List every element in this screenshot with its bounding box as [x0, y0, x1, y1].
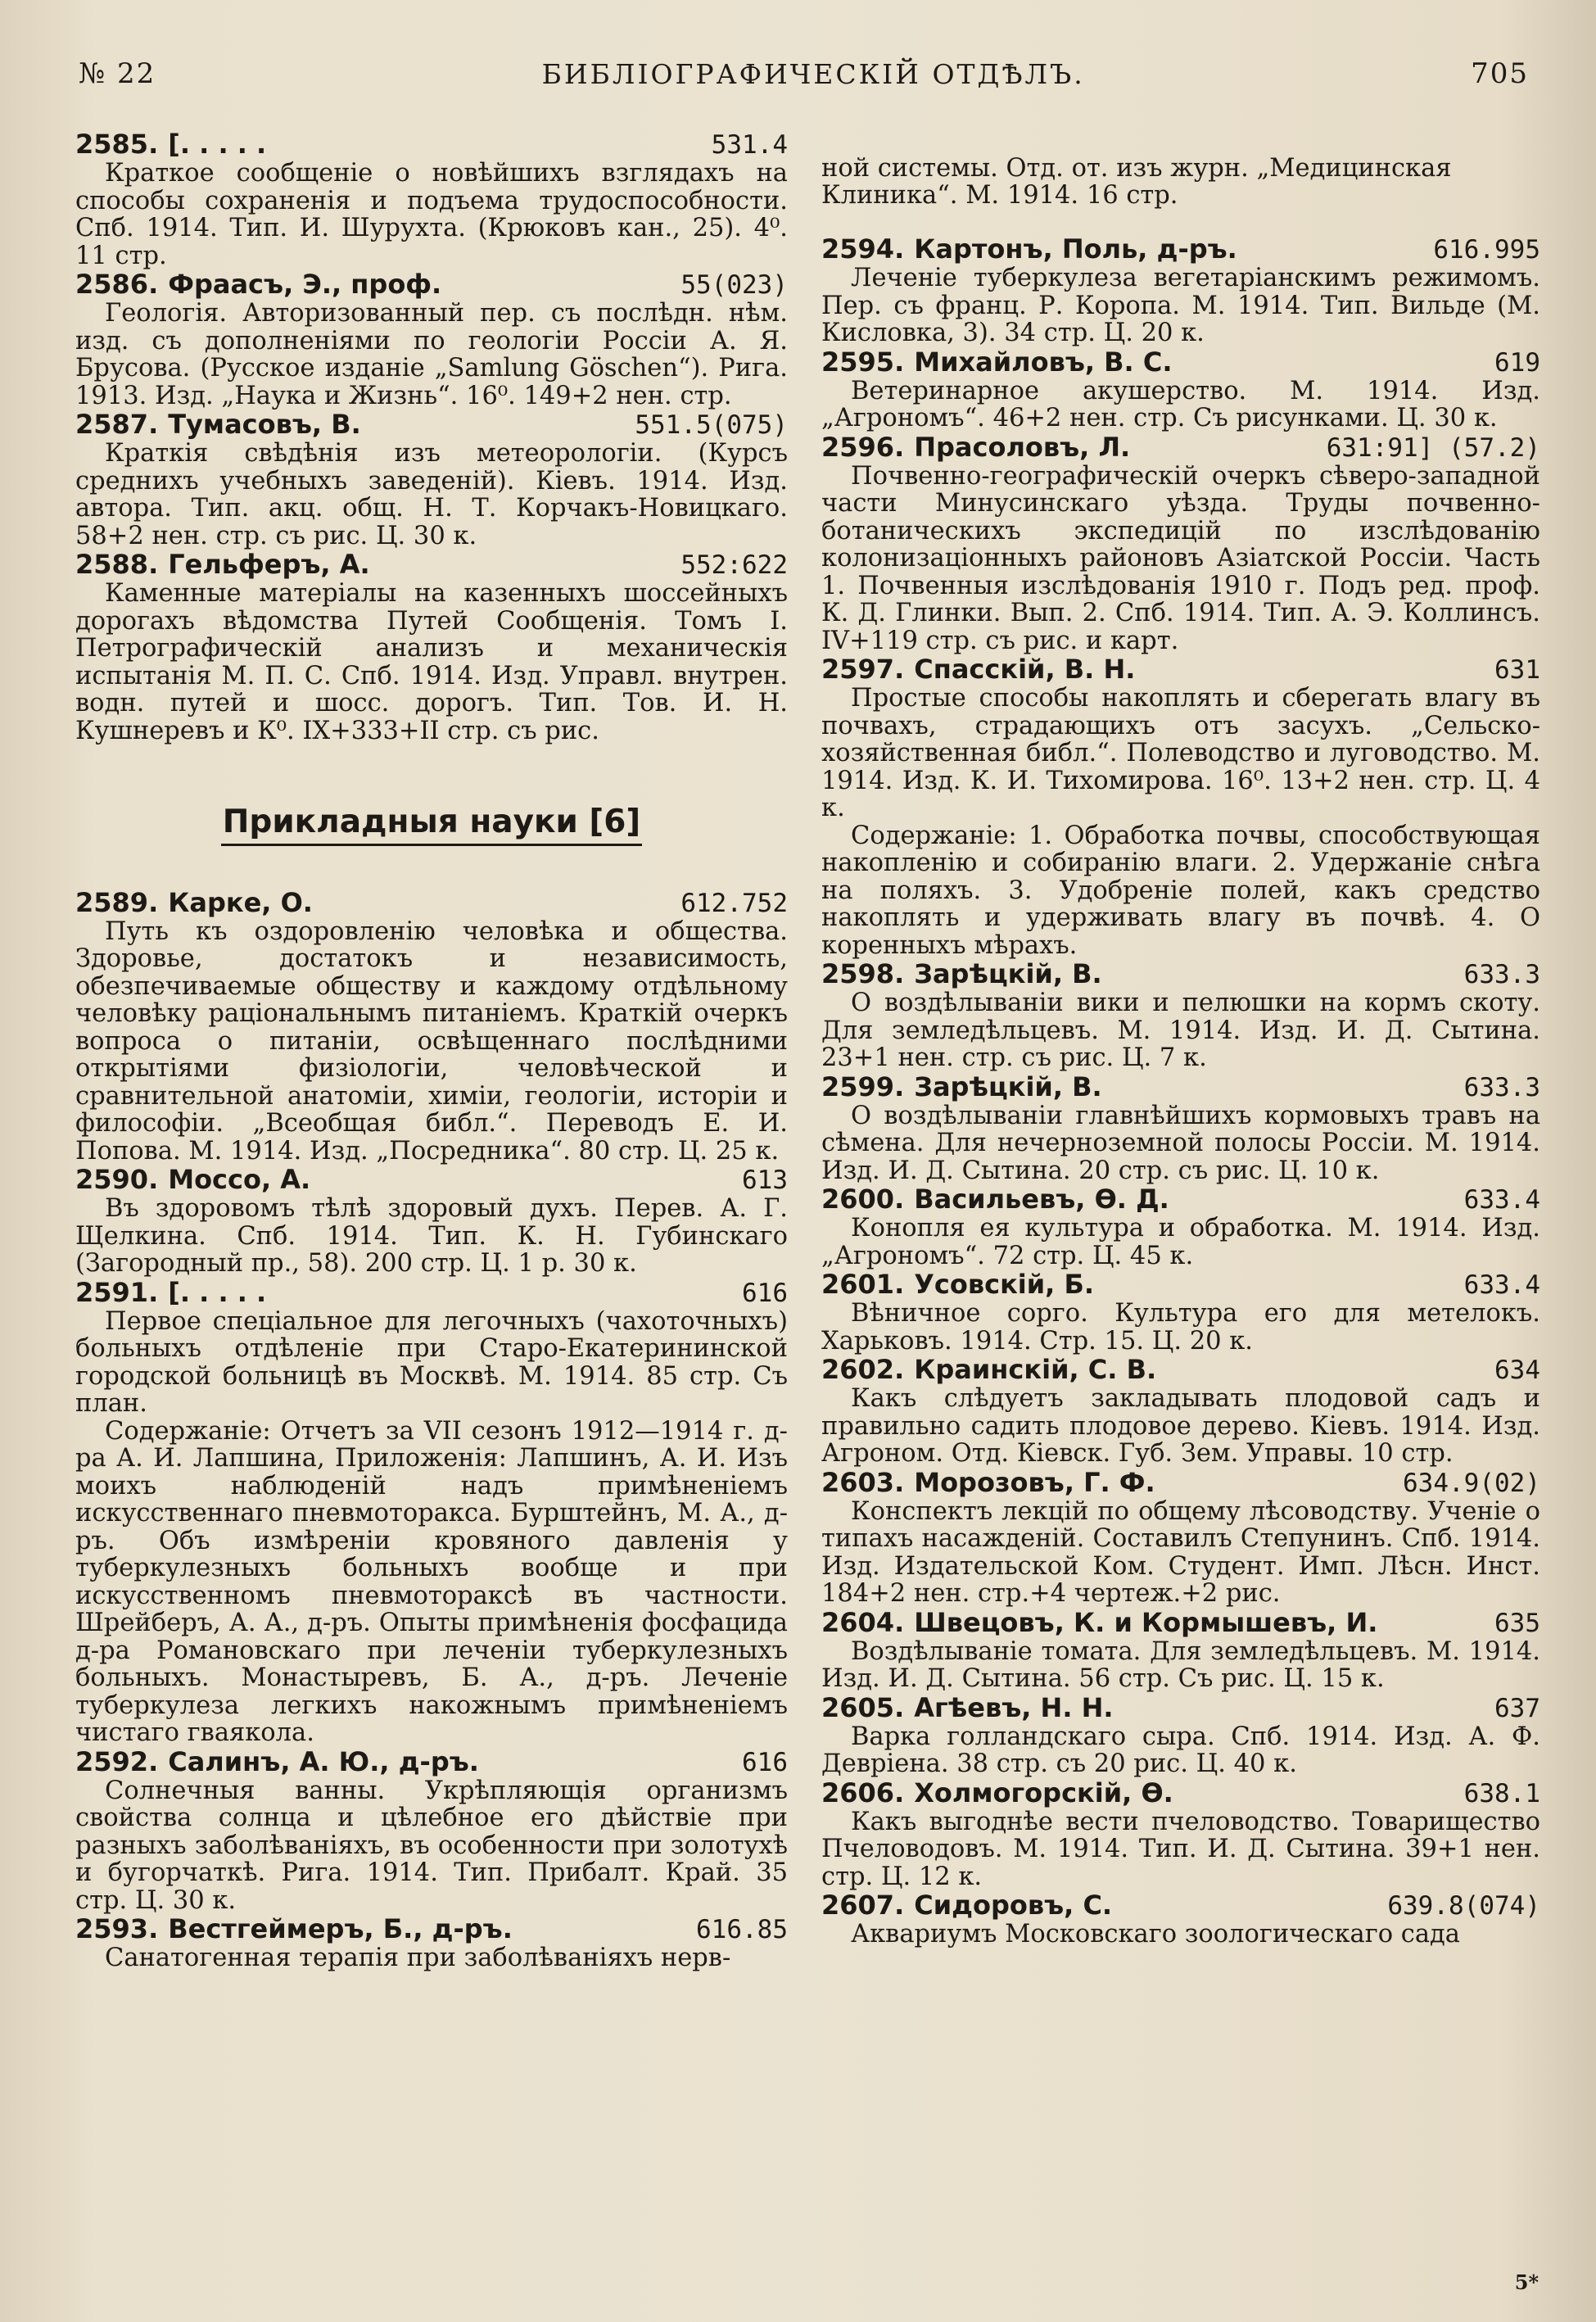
entry-description: Какъ слѣдуетъ закладывать плодовой садъ и правильно садить плодовое дерево. Кіевъ. 1914. Изд. Агроном. Отд. Кіевск. Губ. Зем. Управы. 10 стр. [821, 1384, 1540, 1468]
entry-description: Санатогенная терапія при заболѣваніяхъ нерв- [105, 1944, 731, 1972]
classification-code: 551.5(075) [635, 410, 788, 440]
bibliography-entry [821, 1355, 1540, 1468]
entry-number: 2592. [75, 1745, 159, 1777]
entry-author: Усовскій, Б. [914, 1269, 1095, 1300]
entry-heading-left [821, 432, 1130, 462]
entry-heading [821, 1072, 1540, 1102]
classification-code: 552:622 [680, 550, 788, 580]
classification-code: 613 [742, 1166, 788, 1195]
entry-contents: Содержаніе: 1. Обработка почвы, способствующая накопленію и собиранію влаги. 2. Удержаніе снѣга на поляхъ. 3. Удобреніе полей, какъ средство накоплять и удерживать влагу въ почвѣ. 4. О коренныхъ мѣрахъ. [821, 821, 1540, 960]
entry-heading [75, 410, 788, 440]
entry-heading [821, 1468, 1540, 1498]
entry-description: Вѣничное сорго. Культура его для метелокъ. Харьковъ. 1914. Стр. 15. Ц. 20 к. [821, 1299, 1540, 1356]
bibliography-entry [821, 1270, 1540, 1355]
entry-number: 2603. [821, 1466, 905, 1498]
entry-number: 2598. [821, 958, 905, 989]
entry-heading-left [75, 550, 370, 579]
classification-code: 633.3 [1463, 1072, 1540, 1102]
entry-heading-left [75, 1278, 266, 1307]
entry-description: О воздѣлываніи главнѣйшихъ кормовыхъ травъ на сѣмена. Для нечерноземной полосы Россіи. М. 1914. Изд. И. Д. Сытина. 20 стр. съ рис. Ц. 10 к. [821, 1101, 1540, 1185]
entry-heading [821, 1184, 1540, 1215]
entry-heading-left [821, 654, 1135, 684]
entry-author: Картонъ, Поль, д-ръ. [914, 233, 1237, 265]
bibliography-entry [821, 347, 1540, 432]
signature-mark: 5* [1514, 2270, 1539, 2294]
classification-code: 616.995 [1433, 235, 1540, 265]
bibliography-entry [821, 1693, 1540, 1778]
classification-code: 612.752 [680, 888, 788, 918]
entry-heading [75, 269, 788, 300]
entry-heading [821, 1270, 1540, 1300]
entry-heading [821, 1693, 1540, 1723]
entry-author: Спасскій, В. Н. [914, 654, 1136, 685]
entry-author: Вестгеймеръ, Б., д-ръ. [168, 1913, 513, 1944]
bibliography-entry [821, 1072, 1540, 1185]
classification-code: 634 [1494, 1356, 1540, 1385]
entry-number: 2601. [821, 1269, 905, 1300]
classification-code: 633.3 [1463, 960, 1540, 989]
entry-heading [821, 1778, 1540, 1808]
entry-heading-left [821, 1608, 1377, 1637]
entry-heading-left [75, 1914, 513, 1944]
bibliography-entry [75, 1165, 788, 1278]
entry-heading-left [75, 1747, 479, 1777]
entry-number: 2594. [821, 233, 905, 265]
entry-heading [75, 129, 788, 160]
bibliography-entry [75, 410, 788, 550]
bibliography-entry [821, 234, 1540, 347]
entry-description: Простые способы накоплять и сберегать влагу въ почвахъ, страдающихъ отъ засухъ. „Сельско-хозяйственная библ.“. Полеводство и луговодство. М. 1914. Изд. К. И. Тихомирова. 16⁰. 13+2 нен. стр. Ц. 4 к. [821, 684, 1540, 822]
entry-author: Краинскій, С. В. [914, 1354, 1157, 1385]
entry-description: Варка голландскаго сыра. Спб. 1914. Изд. А. Ф. Девріена. 38 стр. съ 20 рис. Ц. 40 к. [821, 1722, 1540, 1778]
entry-author: Карке, О. [168, 886, 313, 918]
entry-heading-left [821, 1778, 1173, 1808]
page-title: БИБЛІОГРАФИЧЕСКІЙ ОТДѢЛЪ. [541, 57, 1085, 90]
classification-code: 619 [1494, 347, 1540, 378]
classification-code: 531.4 [711, 130, 788, 160]
entry-heading [75, 888, 788, 918]
entry-number: 2599. [821, 1070, 905, 1102]
bibliography-entry [821, 1184, 1540, 1270]
entry-heading [75, 1747, 788, 1777]
entry-description: Путь къ оздоровленію человѣка и общества. Здоровье, достатокъ и независимость, обезпечиваемые обществу и каждому отдѣльному человѣку раціональнымъ питаніемъ. Краткій очеркъ вопроса о питаніи, освѣщеннаго послѣдними открытіями физіологіи, человѣческой и сравнительной анатоміи, химіи, геологіи, исторіи и философіи. „Всеобщая библ.“. Переводъ Е. И. Попова. М. 1914. Изд. „Посредника“. 80 стр. Ц. 25 к. [75, 917, 788, 1166]
classification-code: 633.4 [1463, 1270, 1540, 1300]
entry-description: Почвенно-географическій очеркъ сѣверо-западной части Минусинскаго уѣзда. Труды почвенно-ботаническихъ экспедицій по изслѣдованію колонизаціонныхъ районовъ Азіатской Россіи. Часть 1. Почвенныя изслѣдованія 1910 г. Подъ ред. проф. К. Д. Глинки. Вып. 2. Спб. 1914. Тип. А. Э. Коллинсъ. IV+119 стр. съ рис. и карт. [821, 461, 1540, 655]
entry-description: Ветеринарное акушерство. М. 1914. Изд. „Агрономъ“. 46+2 нен. стр. Съ рисунками. Ц. 30 к. [821, 376, 1540, 432]
entry-number: 2591. [75, 1276, 159, 1308]
entry-author: Морозовъ, Г. Ф. [914, 1466, 1155, 1498]
entry-heading [821, 1890, 1540, 1921]
classification-code: 616 [742, 1278, 788, 1308]
bibliography-entry [821, 654, 1540, 959]
classification-code: 631:91] (57.2) [1326, 432, 1540, 463]
bibliography-entry [75, 1747, 788, 1915]
left-column [75, 129, 788, 1972]
entry-author: Михайловъ, В. С. [914, 346, 1173, 378]
entry-author: Васильевъ, Ѳ. Д. [914, 1184, 1169, 1215]
entry-description: Краткія свѣдѣнія изъ метеорологіи. (Курсъ среднихъ учебныхъ заведеній). Кіевъ. 1914. Изд. автора. Тип. акц. общ. Н. Т. Корчакъ-Новицкаго. 58+2 нен. стр. съ рис. Ц. 30 к. [75, 439, 788, 550]
bibliography-entry [821, 1468, 1540, 1608]
entry-description: Конопля ея культура и обработка. М. 1914. Изд. „Агрономъ“. 72 стр. Ц. 45 к. [821, 1214, 1540, 1270]
entry-heading [821, 432, 1540, 463]
entry-author: Агѣевъ, Н. Н. [914, 1691, 1114, 1723]
entry-heading-left [821, 959, 1102, 989]
entry-heading [821, 959, 1540, 989]
entry-number: 2602. [821, 1354, 905, 1385]
entry-heading-left [821, 234, 1237, 264]
entry-description: Въ здоровомъ тѣлѣ здоровый духъ. Перев. А. Г. Щелкина. Спб. 1914. Тип. К. Н. Губинскаго (Загородный пр., 58). 200 стр. Ц. 1 р. 30 к. [75, 1194, 788, 1278]
bibliography-entry [75, 550, 788, 745]
entry-description: Конспектъ лекцій по общему лѣсоводству. Ученіе о типахъ насажденій. Составилъ Степунинъ. Спб. 1914. Изд. Издательской Ком. Студент. Имп. Лѣсн. Инст. 184+2 нен. стр.+4 чертеж.+2 рис. [821, 1496, 1540, 1608]
section-title: Прикладныя науки [6] [221, 803, 642, 846]
entry-number: 2605. [821, 1691, 905, 1723]
bibliography-entry [75, 269, 788, 410]
entry-number: 2596. [821, 431, 905, 463]
entry-description: О воздѣлываніи вики и пелюшки на кормъ скоту. Для земледѣльцевъ. М. 1914. Изд. И. Д. Сытина. 23+1 нен. стр. съ рис. Ц. 7 к. [821, 989, 1540, 1072]
entry-author: Сидоровъ, С. [914, 1890, 1113, 1921]
entry-description: Воздѣлываніе томата. Для земледѣльцевъ. М. 1914. Изд. И. Д. Сытина. 56 стр. Съ рис. Ц. 15 к. [821, 1636, 1540, 1693]
entry-description: Какъ выгоднѣе вести пчеловодство. Товарищество Пчеловодовъ. М. 1914. Тип. И. Д. Сытина. 39+1 нен. стр. Ц. 12 к. [821, 1807, 1540, 1891]
entry-heading-left [75, 888, 313, 917]
entry-number: 2607. [821, 1890, 905, 1921]
entry-number: 2585. [75, 129, 159, 160]
classification-code: 616 [742, 1747, 788, 1777]
entry-description: Солнечныя ванны. Укрѣпляющія организмъ свойства солнца и цѣлебное его дѣйствіе при разныхъ заболѣваніяхъ, въ особенности при золотухѣ и бугорчаткѣ. Рига. 1914. Тип. Прибалт. Край. 35 стр. Ц. 30 к. [75, 1776, 788, 1915]
entry-heading [821, 347, 1540, 378]
entry-number: 2606. [821, 1777, 905, 1808]
running-header [79, 51, 1529, 97]
entry-heading [821, 654, 1540, 685]
entry-contents: Содержаніе: Отчетъ за VII сезонъ 1912—1914 г. д-ра А. И. Лапшина, Приложенія: Лапшинъ, А. И. Изъ моихъ наблюденій надъ примѣненіемъ искусственнаго пневмоторакса. Бурштейнъ, М. А., д-ръ. Объ измѣреніи кровяного давленія у туберкулезныхъ больныхъ вообще и при искусственномъ пневмотораксѣ въ частности. Шрейберъ, А. А., д-ръ. Опыты примѣненія фосфацида д-ра Романовскаго при леченіи туберкулезныхъ больныхъ. Монастыревъ, Б. А., д-ръ. Леченіе туберкулеза легкихъ накожнымъ примѣненіемъ чистаго гваякола. [75, 1416, 788, 1747]
bibliography-entry [821, 1608, 1540, 1693]
section-heading [75, 803, 788, 840]
entry-heading-left [75, 269, 441, 299]
entry-author: Зарѣцкій, В. [914, 958, 1102, 989]
entry-description: Аквариумъ Московскаго зоологическаго сада [851, 1920, 1460, 1949]
classification-code: 616.85 [696, 1915, 788, 1944]
entry-description: Первое спеціальное для легочныхъ (чахоточныхъ) больныхъ отдѣленіе при Старо-Екатерининской городской больницѣ въ Москвѣ. М. 1914. 85 стр. Съ план. [75, 1306, 788, 1418]
bibliography-entry [821, 432, 1540, 655]
bibliography-entry [821, 1890, 1540, 1949]
bibliography-entry [75, 1914, 788, 1972]
entry-author: Тумасовъ, В. [168, 409, 361, 440]
entry-heading-left [75, 1165, 310, 1194]
entry-heading-left [821, 1355, 1156, 1384]
entry-author: Гельферъ, А. [168, 549, 370, 580]
entry-author: [. . . . . [168, 129, 267, 160]
entry-author: Холмогорскій, Ѳ. [914, 1777, 1173, 1808]
entry-heading [75, 1278, 788, 1308]
classification-code: 631 [1494, 655, 1540, 685]
bibliography-entry [75, 1278, 788, 1747]
classification-code: 635 [1494, 1608, 1540, 1638]
entry-number: 2604. [821, 1606, 905, 1638]
entry-number: 2595. [821, 346, 905, 378]
entry-author: Зарѣцкій, В. [914, 1070, 1102, 1102]
classification-code: 634.9(02) [1403, 1468, 1540, 1498]
bibliography-entry [75, 888, 788, 1166]
entry-heading-left [75, 129, 266, 159]
classification-code: 633.4 [1463, 1185, 1540, 1215]
entry-heading-left [821, 1890, 1112, 1920]
entry-heading-left [821, 1693, 1114, 1722]
entry-heading-left [75, 410, 361, 439]
entry-heading [75, 1914, 788, 1944]
entry-author: Прасоловъ, Л. [914, 431, 1131, 463]
entry-number: 2590. [75, 1164, 159, 1195]
classification-code: 638.1 [1463, 1778, 1540, 1808]
entry-number: 2587. [75, 409, 159, 440]
classification-code: 637 [1494, 1693, 1540, 1723]
page-number: 705 [1471, 57, 1529, 90]
entry-number: 2600. [821, 1184, 905, 1215]
entry-author: Швецовъ, К. и Кормышевъ, И. [914, 1606, 1378, 1638]
bibliography-entry [821, 959, 1540, 1072]
entry-heading-left [821, 347, 1172, 377]
classification-code: 639.8(074) [1387, 1891, 1540, 1921]
entry-number: 2586. [75, 269, 159, 300]
entry-number: 2593. [75, 1913, 159, 1944]
entry-number: 2588. [75, 549, 159, 580]
classification-code: 55(023) [680, 270, 788, 300]
entry-heading [821, 1608, 1540, 1638]
entry-heading [821, 1355, 1540, 1385]
entry-heading-left [821, 1072, 1102, 1102]
entry-heading [75, 550, 788, 580]
entry-author: [. . . . . [168, 1276, 267, 1308]
entry-description: Геологія. Авторизованный пер. съ послѣдн. нѣм. изд. съ дополненіями по геологіи Россіи А. Я. Брусова. (Русское изданіе „Samlung Göschen“). Рига. 1913. Изд. „Наука и Жизнь“. 16⁰. 149+2 нен. стр. [75, 299, 788, 410]
entry-author: Моссо, А. [168, 1164, 311, 1195]
entry-heading [75, 1165, 788, 1195]
entry-author: Салинъ, А. Ю., д-ръ. [168, 1745, 479, 1777]
entry-heading-left [821, 1468, 1155, 1497]
bibliography-entry [821, 1778, 1540, 1891]
right-column [821, 129, 1540, 1949]
bibliography-entry [75, 129, 788, 269]
entry-number: 2589. [75, 886, 159, 918]
entry-heading-left [821, 1270, 1094, 1299]
entry-heading-left [821, 1184, 1169, 1214]
entry-author: Фраасъ, Э., проф. [168, 269, 442, 300]
entry-heading [821, 234, 1540, 265]
continued-text: ной системы. Отд. от. изъ журн. „Медицинская Клиника“. М. 1914. 16 стр. [821, 153, 1452, 210]
entry-description: Каменные матеріалы на казенныхъ шоссейныхъ дорогахъ вѣдомства Путей Сообщенія. Томъ I. Петрографическій анализъ и механическія испытанія М. П. С. Спб. 1914. Изд. Управл. внутрен. водн. путей и шосс. дорогъ. Тип. Тов. И. Н. Кушнеревъ и К⁰. IX+333+II стр. съ рис. [75, 579, 788, 745]
entry-description: Краткое сообщеніе о новѣйшихъ взглядахъ на способы сохраненія и подъема трудоспособности. Спб. 1914. Тип. И. Шурухта. (Крюковъ кан., 25). 4⁰. 11 стр. [75, 159, 788, 270]
entry-description: Леченіе туберкулеза вегетаріанскимъ режимомъ. Пер. съ франц. Р. Коропа. М. 1914. Тип. Вильде (М. Кисловка, 3). 34 стр. Ц. 20 к. [821, 264, 1540, 347]
entry-number: 2597. [821, 654, 905, 685]
issue-number: № 22 [79, 57, 156, 90]
